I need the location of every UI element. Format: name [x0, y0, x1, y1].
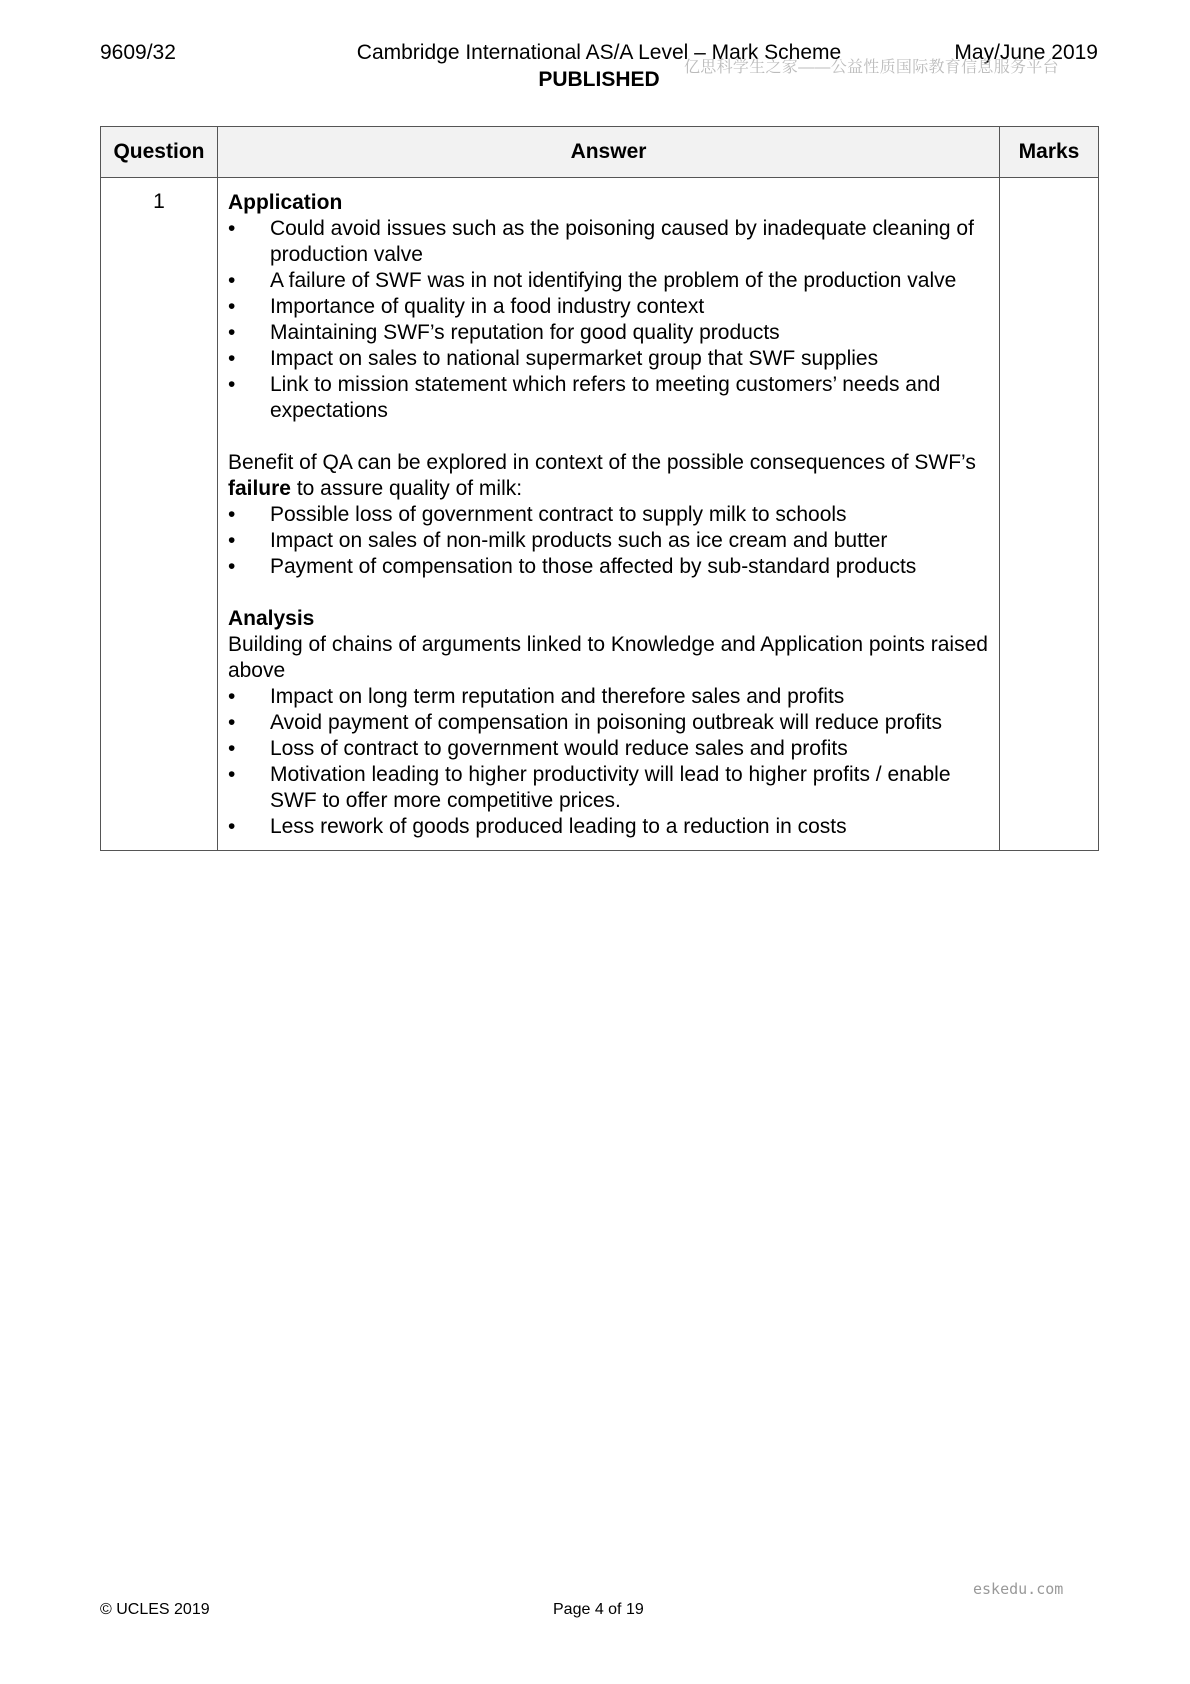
table-header-row	[101, 127, 1099, 178]
benefit-intro-text: Benefit of QA can be explored in context of the possible consequences of SWF’s	[227, 451, 976, 474]
page-number: Page 4 of 19	[553, 1601, 644, 1618]
analysis-heading: Analysis	[227, 607, 315, 630]
column-header-answer: Answer	[217, 127, 999, 178]
application-heading: Application	[227, 191, 343, 214]
list-item: • Could avoid issues such as the poisoning caused by inadequate cleaning of production valve	[228, 216, 989, 268]
document-title: Cambridge International AS/A Level – Mark Scheme	[356, 41, 842, 64]
list-item: • Avoid payment of compensation in poisoning outbreak will reduce profits	[228, 710, 989, 736]
answer-cell	[217, 178, 999, 851]
list-item: • Loss of contract to government would reduce sales and profits	[228, 736, 989, 762]
analysis-intro: Building of chains of arguments linked to Knowledge and Application points raised above	[227, 633, 988, 682]
exam-session: May/June 2019	[954, 41, 1098, 64]
benefit-intro	[228, 450, 989, 502]
application-list	[228, 216, 989, 424]
list-item: • Importance of quality in a food industry context	[228, 294, 989, 320]
watermark-text: 亿思科学生之家——公益性质国际教育信息服务平台	[684, 59, 1059, 76]
list-item: • Motivation leading to higher productivity will lead to higher profits / enable SWF to offer more competitive prices.	[228, 762, 989, 814]
list-item: • Maintaining SWF’s reputation for good quality products	[228, 320, 989, 346]
benefit-intro-emphasis: failure	[227, 477, 291, 500]
column-header-marks: Marks	[1000, 127, 1099, 178]
benefit-list	[228, 502, 989, 580]
column-header-question: Question	[101, 127, 218, 178]
question-number: 1	[101, 178, 218, 851]
list-item: • A failure of SWF was in not identifying the problem of the production valve	[228, 268, 989, 294]
site-watermark: eskedu.com	[973, 1580, 1064, 1598]
list-item: • Impact on sales of non-milk products such as ice cream and butter	[228, 528, 989, 554]
published-label: PUBLISHED	[538, 68, 660, 91]
list-item: • Impact on long term reputation and therefore sales and profits	[228, 684, 989, 710]
list-item: • Less rework of goods produced leading to a reduction in costs	[228, 814, 989, 840]
copyright: © UCLES 2019	[100, 1601, 210, 1618]
benefit-intro-text-end: to assure quality of milk:	[290, 477, 523, 500]
analysis-list	[228, 684, 989, 840]
table-row	[101, 178, 1099, 851]
document-code: 9609/32	[100, 41, 176, 64]
list-item: • Impact on sales to national supermarket group that SWF supplies	[228, 346, 989, 372]
list-item: • Link to mission statement which refers to meeting customers’ needs and expectations	[228, 372, 989, 424]
list-item: • Possible loss of government contract to supply milk to schools	[228, 502, 989, 528]
list-item: • Payment of compensation to those affected by sub-standard products	[228, 554, 989, 580]
mark-scheme-table	[100, 126, 1099, 851]
marks-cell	[1000, 178, 1099, 851]
